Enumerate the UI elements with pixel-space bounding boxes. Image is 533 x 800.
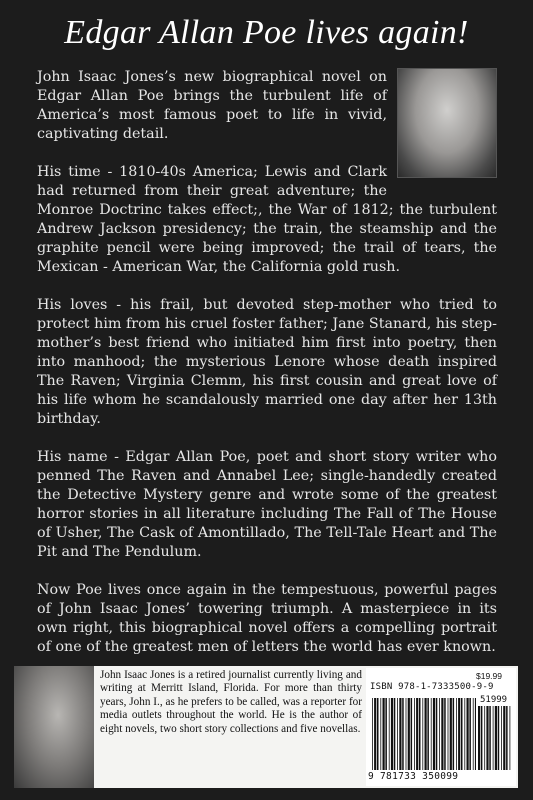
barcode-bar [399,698,401,770]
cover-headline: Edgar Allan Poe lives again! [64,14,469,51]
barcode-bar [495,706,497,770]
barcode-bar [427,698,429,770]
barcode-bar [431,698,432,770]
barcode-bar [458,698,460,770]
isbn-label: ISBN 978-1-7333500-9-9 [370,682,494,692]
barcode-addon-code: 51999 [480,695,508,705]
barcode-bar [498,706,500,770]
barcode-bar [439,698,440,770]
barcode-bar [448,698,449,770]
barcode-bar [411,698,413,770]
barcode-bar [489,706,491,770]
barcode-bar [456,698,457,770]
barcode-bar [506,706,508,770]
barcode-bar [453,698,455,770]
barcode-bar [501,706,502,770]
barcode-number: 9 781733 350099 [368,771,459,782]
barcode-box [366,668,516,786]
barcode-bar [419,698,421,770]
barcode-bar [414,698,415,770]
price-label: $19.99 [476,671,502,681]
barcode-bar [433,698,435,770]
paragraph-intro: John Isaac Jones’s new biographical novel on Edgar Allan Poe brings the turbulent life of America’s most famous poet to life in vivid, captivating detail. [37,69,387,142]
barcode-bar [391,698,393,770]
barcode-bar [389,698,390,770]
author-panel [14,666,518,788]
barcode-bar [481,706,483,770]
paragraph-time: His time - 1810-40s America; Lewis and Clark had returned from their great adventure; the Monroe Doctrinc takes effect;, the War of 1812; the turbulent Andrew Jackson presidency; the train, the steamship and the graphite pencil were being improved; the trail of tears, the Mexican - American War, the California gold rush. [37,164,497,275]
barcode-bar [383,698,385,770]
paragraph-loves: His loves - his frail, but devoted step-mother who tried to protect him from his cruel foster father; Jane Stanard, his step-mother’s best friend who initiated him first into poetry, then into manhood; the mysterious Lenore whose death inspired The Raven; Virginia Clemm, his first cousin and great love of his life whom he scandalously married one day after her 13th birthday. [37,297,497,427]
barcode-bar [436,698,438,770]
barcode-bar [425,698,427,770]
barcode-bar [394,698,396,770]
barcode-bar [374,698,376,770]
author-photo [14,666,94,788]
barcode-bar [416,698,418,770]
barcode-bar [493,706,494,770]
barcode-bar [385,698,387,770]
barcode-bar [467,698,469,770]
barcode-main [372,698,476,770]
barcode-bar [461,698,463,770]
paragraph-closing: Now Poe lives once again in the tempestuous, powerful pages of John Isaac Jones’ towering triumph. A masterpiece in its own right, this biographical novel offers a compelling portrait of one of the greatest men of letters the world has ever known. [37,582,497,655]
barcode-bar [464,698,465,770]
barcode-bar [484,706,485,770]
barcode-bar [372,698,373,770]
barcode-bar [444,698,446,770]
barcode-bar [473,698,474,770]
barcode-bar [397,698,398,770]
author-bio: John Isaac Jones is a retired journalist currently living and writing at Merritt Island, Florida. For more than thirty years, John I., as he prefers to be called, was a reporter for media outlets throughout the world. He is the author of eight novels, two short story collections and five novellas. [100,669,362,735]
barcode-bar [377,698,379,770]
barcode-bar [408,698,410,770]
barcode-bar [478,706,480,770]
barcode-bar [475,698,476,770]
barcode-bar [380,698,381,770]
paragraph-name: His name - Edgar Allan Poe, poet and short story writer who penned The Raven and Annabel Lee; single-handedly created the Detective Mystery genre and wrote some of the greatest horror stories in all literature including The Fall of The House of Usher, The Cask of Amontillado, The Tell-Tale Heart and The Pit and The Pendulum. [37,449,497,560]
barcode-bar [422,698,423,770]
barcode-bar [406,698,407,770]
barcode-bar [450,698,452,770]
barcode-bar [510,706,511,770]
barcode-bar [441,698,443,770]
barcode-bar [486,706,488,770]
barcode-bar [503,706,505,770]
poe-portrait [397,68,497,178]
description-body [37,68,497,676]
barcode-bar [402,698,404,770]
barcode-bar [469,698,471,770]
barcode-addon [478,706,512,770]
